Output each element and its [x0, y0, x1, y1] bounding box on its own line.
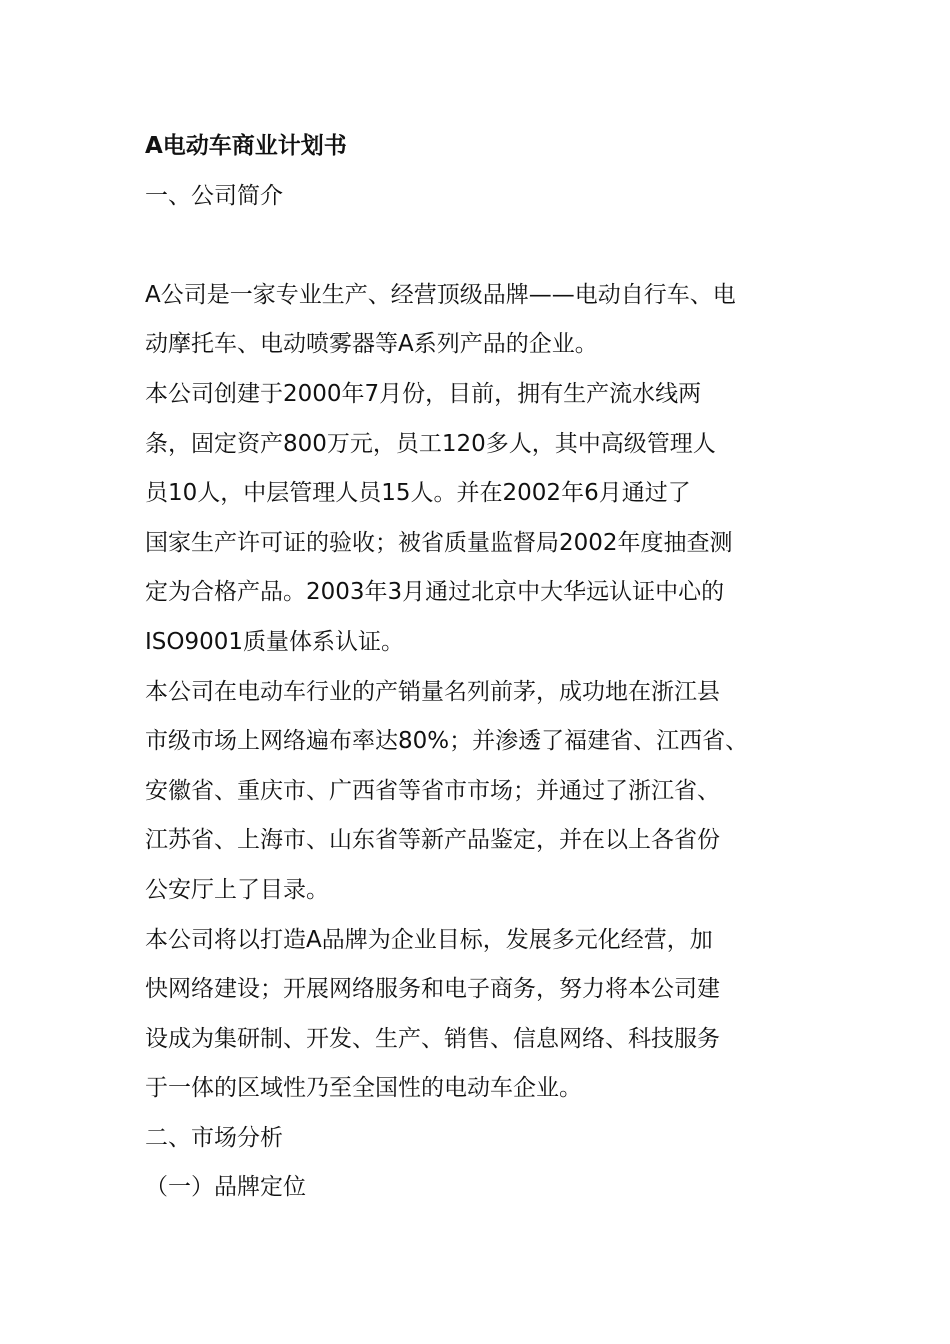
paragraph-market — [145, 668, 825, 916]
blank-line — [145, 221, 825, 271]
document-title: A电动车商业计划书 — [145, 133, 347, 159]
paragraph-line: 员10人，中层管理人员15人。并在2002年6月通过了 — [145, 480, 691, 507]
paragraph-line: 公安厅上了目录。 — [145, 876, 329, 903]
paragraph-line: 本公司在电动车行业的产销量名列前茅，成功地在浙江县 — [145, 678, 720, 705]
paragraph-line: 安徽省、重庆市、广西省等省市市场；并通过了浙江省、 — [145, 777, 720, 804]
paragraph-line: 江苏省、上海市、山东省等新产品鉴定，并在以上各省份 — [145, 827, 720, 854]
paragraph-founding — [145, 370, 825, 668]
paragraph-line: A公司是一家专业生产、经营顶级品牌——电动自行车、电 — [145, 281, 736, 308]
paragraph-line: 条，固定资产800万元，员工120多人，其中高级管理人 — [145, 430, 716, 457]
paragraph-goal — [145, 916, 825, 1114]
paragraph-line: 本公司创建于2000年7月份，目前，拥有生产流水线两 — [145, 380, 702, 407]
paragraph-line: ISO9001质量体系认证。 — [145, 628, 405, 655]
paragraph-intro — [145, 271, 825, 370]
paragraph-line: 国家生产许可证的验收；被省质量监督局2002年度抽查测 — [145, 529, 733, 556]
paragraph-line: 设成为集研制、开发、生产、销售、信息网络、科技服务 — [145, 1025, 720, 1052]
document-page — [145, 122, 825, 1213]
section-heading-market-analysis: 二、市场分析 — [145, 1124, 283, 1151]
paragraph-line: 市级市场上网络遍布率达80%；并渗透了福建省、江西省、 — [145, 728, 749, 755]
paragraph-line: 快网络建设；开展网络服务和电子商务，努力将本公司建 — [145, 976, 720, 1003]
section-heading-company-intro: 一、公司简介 — [145, 182, 283, 209]
paragraph-line: 本公司将以打造A品牌为企业目标，发展多元化经营，加 — [145, 926, 713, 953]
subsection-heading-brand-positioning: （一）品牌定位 — [145, 1174, 306, 1201]
paragraph-line: 动摩托车、电动喷雾器等A系列产品的企业。 — [145, 331, 598, 358]
paragraph-line: 于一体的区域性乃至全国性的电动车企业。 — [145, 1075, 582, 1102]
paragraph-line: 定为合格产品。2003年3月通过北京中大华远认证中心的 — [145, 579, 725, 606]
